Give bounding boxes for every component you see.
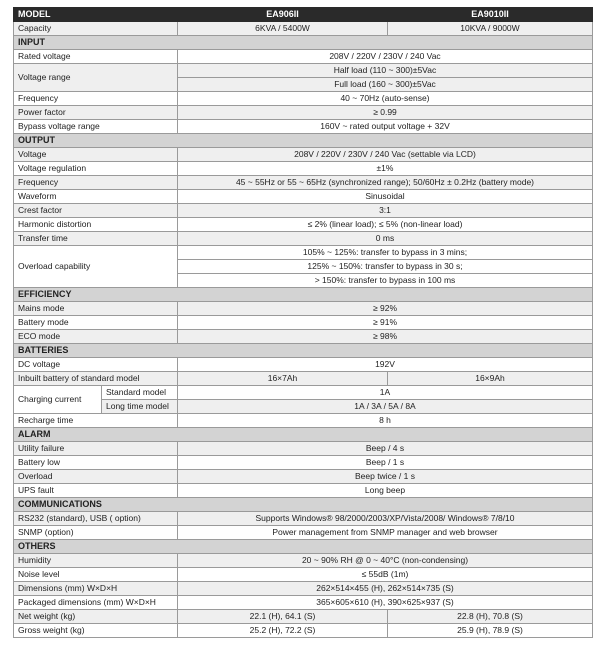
row-value: Full load (160 ~ 300)±5Vac — [178, 78, 593, 92]
row-label: Transfer time — [14, 232, 178, 246]
row-value: ≥ 98% — [178, 330, 593, 344]
row-value: Supports Windows® 98/2000/2003/XP/Vista/2008/ Windows® 7/8/10 — [178, 512, 593, 526]
table-row — [14, 386, 593, 400]
row-value: ≥ 0.99 — [178, 106, 593, 120]
row-value: ±1% — [178, 162, 593, 176]
row-value: Sinusoidal — [178, 190, 593, 204]
row-label: Harmonic distortion — [14, 218, 178, 232]
row-label: Rated voltage — [14, 50, 178, 64]
row-label: Power factor — [14, 106, 178, 120]
section-input — [14, 36, 593, 50]
table-row — [14, 512, 593, 526]
row-label: DC voltage — [14, 358, 178, 372]
model-2-name: EA9010II — [388, 8, 593, 22]
row-value-2: 16×9Ah — [388, 372, 593, 386]
capacity-row — [14, 22, 593, 36]
row-label: Battery low — [14, 456, 178, 470]
model-label: MODEL — [14, 8, 178, 22]
section-title: OUTPUT — [14, 134, 593, 148]
row-label: Noise level — [14, 568, 178, 582]
section-title: BATTERIES — [14, 344, 593, 358]
capacity-value-2: 10KVA / 9000W — [388, 22, 593, 36]
row-value: Beep / 1 s — [178, 456, 593, 470]
table-row — [14, 92, 593, 106]
table-row — [14, 120, 593, 134]
section-title: INPUT — [14, 36, 593, 50]
row-value: 40 ~ 70Hz (auto-sense) — [178, 92, 593, 106]
row-value: 365×605×610 (H), 390×625×937 (S) — [178, 596, 593, 610]
section-alarm — [14, 428, 593, 442]
section-title: EFFICIENCY — [14, 288, 593, 302]
row-value: 0 ms — [178, 232, 593, 246]
table-row — [14, 176, 593, 190]
table-row — [14, 484, 593, 498]
table-row — [14, 568, 593, 582]
row-value: Power management from SNMP manager and web browser — [178, 526, 593, 540]
table-row — [14, 624, 593, 638]
table-row — [14, 316, 593, 330]
row-label: Voltage regulation — [14, 162, 178, 176]
section-efficiency — [14, 288, 593, 302]
row-label: UPS fault — [14, 484, 178, 498]
row-value: 192V — [178, 358, 593, 372]
spec-table — [13, 7, 593, 638]
row-label: Inbuilt battery of standard model — [14, 372, 178, 386]
row-label: Packaged dimensions (mm) W×D×H — [14, 596, 178, 610]
table-row — [14, 302, 593, 316]
row-label: Waveform — [14, 190, 178, 204]
row-value-1: 22.1 (H), 64.1 (S) — [178, 610, 388, 624]
table-row — [14, 526, 593, 540]
table-row — [14, 582, 593, 596]
table-row — [14, 414, 593, 428]
section-title: ALARM — [14, 428, 593, 442]
row-value: 160V ~ rated output voltage + 32V — [178, 120, 593, 134]
table-row — [14, 596, 593, 610]
row-value: ≤ 2% (linear load); ≤ 5% (non-linear load) — [178, 218, 593, 232]
row-label: ECO mode — [14, 330, 178, 344]
table-row — [14, 470, 593, 484]
row-label: Voltage range — [14, 64, 178, 92]
section-others — [14, 540, 593, 554]
row-label: Dimensions (mm) W×D×H — [14, 582, 178, 596]
table-row — [14, 232, 593, 246]
row-value: Half load (110 ~ 300)±5Vac — [178, 64, 593, 78]
table-row — [14, 610, 593, 624]
row-value: Long beep — [178, 484, 593, 498]
row-value: 3:1 — [178, 204, 593, 218]
row-value: 8 h — [178, 414, 593, 428]
row-label: Frequency — [14, 92, 178, 106]
row-value: Beep twice / 1 s — [178, 470, 593, 484]
row-value: 1A — [178, 386, 593, 400]
row-value: ≥ 92% — [178, 302, 593, 316]
table-row — [14, 204, 593, 218]
table-row — [14, 162, 593, 176]
section-output — [14, 134, 593, 148]
row-label: Humidity — [14, 554, 178, 568]
row-value: 105% ~ 125%: transfer to bypass in 3 mins; — [178, 246, 593, 260]
table-row — [14, 554, 593, 568]
section-batteries — [14, 344, 593, 358]
table-row — [14, 50, 593, 64]
table-row — [14, 330, 593, 344]
row-sublabel: Long time model — [102, 400, 178, 414]
table-row — [14, 442, 593, 456]
table-row — [14, 218, 593, 232]
row-label: Utility failure — [14, 442, 178, 456]
capacity-label: Capacity — [14, 22, 178, 36]
table-row — [14, 456, 593, 470]
row-label: Mains mode — [14, 302, 178, 316]
model-1-name: EA906II — [178, 8, 388, 22]
row-value: 208V / 220V / 230V / 240 Vac (settable via LCD) — [178, 148, 593, 162]
row-value-2: 22.8 (H), 70.8 (S) — [388, 610, 593, 624]
row-value: ≤ 55dB (1m) — [178, 568, 593, 582]
header-row — [14, 8, 593, 22]
row-value: 262×514×455 (H), 262×514×735 (S) — [178, 582, 593, 596]
table-row — [14, 246, 593, 260]
table-row — [14, 106, 593, 120]
section-title: COMMUNICATIONS — [14, 498, 593, 512]
row-label: Crest factor — [14, 204, 178, 218]
row-label: Charging current — [14, 386, 102, 414]
capacity-value-1: 6KVA / 5400W — [178, 22, 388, 36]
row-label: Recharge time — [14, 414, 178, 428]
row-value-1: 25.2 (H), 72.2 (S) — [178, 624, 388, 638]
row-label: Net weight (kg) — [14, 610, 178, 624]
section-communications — [14, 498, 593, 512]
row-value: 45 ~ 55Hz or 55 ~ 65Hz (synchronized range); 50/60Hz ± 0.2Hz (battery mode) — [178, 176, 593, 190]
row-label: Battery mode — [14, 316, 178, 330]
row-value: Beep / 4 s — [178, 442, 593, 456]
table-row — [14, 358, 593, 372]
row-value: ≥ 91% — [178, 316, 593, 330]
row-value: 20 ~ 90% RH @ 0 ~ 40°C (non-condensing) — [178, 554, 593, 568]
row-label: Frequency — [14, 176, 178, 190]
row-value: 1A / 3A / 5A / 8A — [178, 400, 593, 414]
table-row — [14, 372, 593, 386]
table-row — [14, 148, 593, 162]
row-label: RS232 (standard), USB ( option) — [14, 512, 178, 526]
row-sublabel: Standard model — [102, 386, 178, 400]
row-label: Overload capability — [14, 246, 178, 288]
row-value: 125% ~ 150%: transfer to bypass in 30 s; — [178, 260, 593, 274]
table-row — [14, 64, 593, 78]
row-label: Bypass voltage range — [14, 120, 178, 134]
row-label: Overload — [14, 470, 178, 484]
row-value: 208V / 220V / 230V / 240 Vac — [178, 50, 593, 64]
table-row — [14, 190, 593, 204]
row-label: SNMP (option) — [14, 526, 178, 540]
section-title: OTHERS — [14, 540, 593, 554]
row-value-2: 25.9 (H), 78.9 (S) — [388, 624, 593, 638]
row-label: Voltage — [14, 148, 178, 162]
row-value-1: 16×7Ah — [178, 372, 388, 386]
row-label: Gross weight (kg) — [14, 624, 178, 638]
row-value: > 150%: transfer to bypass in 100 ms — [178, 274, 593, 288]
